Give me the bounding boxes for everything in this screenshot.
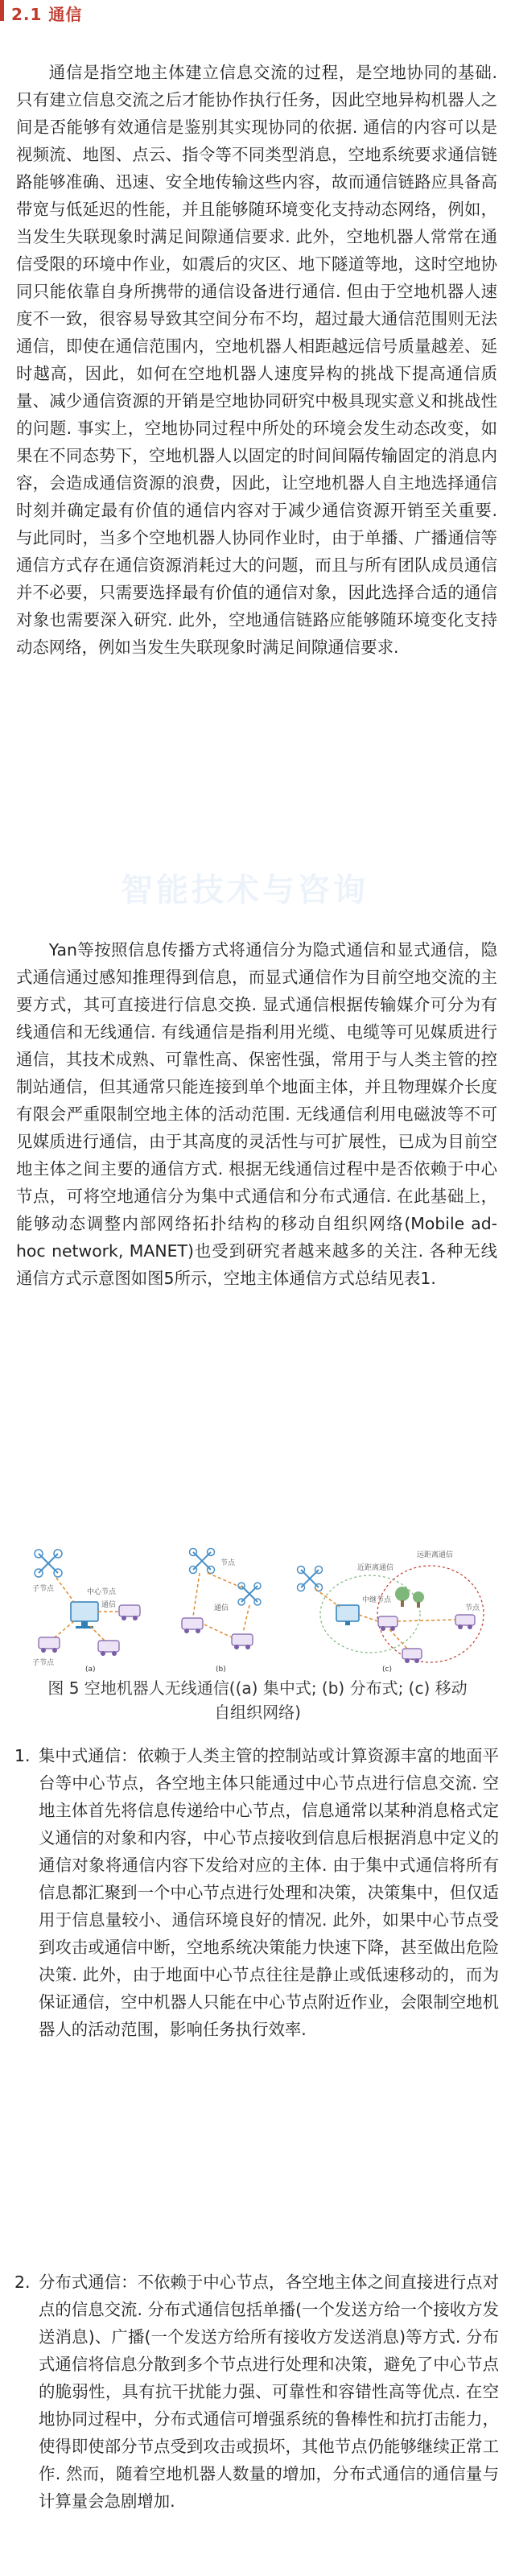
list-item-distributed bbox=[14, 2268, 499, 2515]
label-center-node: 中心节点 bbox=[87, 1588, 117, 1596]
robot-car-icon bbox=[119, 1605, 140, 1620]
robot-car-icon bbox=[232, 1634, 253, 1649]
drone-icon bbox=[35, 1550, 62, 1577]
drone-icon bbox=[298, 1567, 323, 1591]
drone-icon bbox=[190, 1549, 215, 1574]
robot-car-icon bbox=[378, 1616, 398, 1631]
label-far-comm: 远距离通信 bbox=[417, 1551, 454, 1559]
section-header bbox=[0, 0, 515, 24]
robot-car-icon bbox=[455, 1615, 475, 1629]
label-relay-node: 中继节点 bbox=[362, 1596, 392, 1604]
label-child-node: 子节点 bbox=[32, 1585, 55, 1593]
figure-wireless-communication bbox=[24, 1538, 491, 1674]
list-number: 2. bbox=[14, 2273, 31, 2292]
monitor-icon bbox=[71, 1602, 98, 1629]
paragraph-communication-types: Yan等按照信息传播方式将通信分为隐式通信和显式通信，隐式通信通过感知推理得到信息，而显式通信作为目前空地交流的主要方式，其可直接进行信息交换. 显式通信根据传输媒介可分为有线通信和无线通信. 有线通信是指利用光缆、电缆等可见媒质进行通信，其技术成熟、可靠性高、保密性强，常用于与人类主管的控制站通信，但其通常只能连接到单个地面主体，并且物理媒介长度有限会严重限制空地主体的活动范围. 无线通信利用电磁波等不可见媒质进行通信，由于其高度的灵活性与可扩展性，已成为目前空地主体之间主要的通信方式. 根据无线通信过程中是否依赖于中心节点，可将空地通信分为集中式通信和分布式通信. 在此基础上，能够动态调整内部网络拓扑结构的移动自组织网络(Mobile ad-hoc network, MANET)也受到研究者越来越多的关注. 各种无线通信方式示意图如图5所示，空地主体通信方式总结见表1. bbox=[16, 940, 497, 1288]
paragraph-communication-intro: 通信是指空地主体建立信息交流的过程，是空地协同的基础. 只有建立信息交流之后才能协作执行任务，因此空地异构机器人之间是否能够有效通信是鉴别其实现协同的依据. 通信的内容可以是视频流、地图、点云、指令等不同类型消息，空地系统要求通信链路能够准确、迅速、安全地传输这些内容，故而通信链路应具备高带宽与低延迟的性能，并且能够随环境变化支持动态网络，例如，当发生失联现象时满足间隙通信要求. 此外，空地机器人常常在通信受限的环境中作业，如震后的灾区、地下隧道等地，这时空地协同只能依靠自身所携带的通信设备进行通信. 但由于空地机器人速度不一致，很容易导致其空间分布不均，超过最大通信范围则无法通信，即使在通信范围内，空地机器人相距越远信号质量越差、延时越高，因此，如何在空地机器人速度异构的挑战下提高通信质量、减少通信资源的开销是空地协同研究中极具现实意义和挑战性的问题. 事实上，空地协同过程中所处的环境会发生动态改变，如果在不同态势下，空地机器人以固定的时间间隔传输固定的消息内容，会造成通信资源的浪费，因此，让空地机器人自主地选择通信时刻并确定最有价值的通信内容对于减少通信资源开销至关重要. 与此同时，当多个空地机器人协同作业时，由于单播、广播通信等通信方式存在通信资源消耗过大的问题，而且与所有团队成员通信并不必要，只需要选择最有价值的通信对象，因此选择合适的通信对象也需要深入研究. 此外，空地通信链路应能够随环境变化支持动态网络，例如当发生失联现象时满足间隙通信要求. bbox=[16, 63, 497, 657]
monitor-icon bbox=[336, 1605, 359, 1625]
drone-icon bbox=[238, 1583, 261, 1605]
robot-car-icon bbox=[98, 1641, 119, 1656]
section-marker bbox=[0, 0, 4, 21]
subfigure-label-a: (a) bbox=[85, 1666, 96, 1674]
robot-car-icon bbox=[402, 1649, 422, 1663]
label-node-c: 节点 bbox=[465, 1604, 480, 1612]
panel-manet bbox=[298, 1550, 484, 1674]
label-comm-a: 通信 bbox=[101, 1601, 117, 1609]
label-node-b: 节点 bbox=[220, 1559, 236, 1567]
list-item-text: 分布式通信：不依赖于中心节点，各空地主体之间直接进行点对点的信息交流. 分布式通信包括单播(一个发送方给一个接收方发送消息)、广播(一个发送方给所有接收方发送消息)等方式. 分布式通信将信息分散到多个节点进行处理和决策，避免了中心节点的脆弱性，具有抗干扰能力强、可靠性和容错性高等优点. 在空地协同过程中，分布式通信可增强系统的鲁棒性和抗打击能力，使得即使部分节点受到攻击或损坏，其他节点仍能够继续正常工作. 然而，随着空地机器人数量的增加，分布式通信的通信量与计算量会急剧增加. bbox=[39, 2273, 499, 2511]
watermark: 智能技术与咨询 bbox=[121, 872, 369, 909]
subfigure-label-c: (c) bbox=[382, 1666, 392, 1674]
section-title: 2.1 通信 bbox=[11, 5, 83, 24]
robot-car-icon bbox=[39, 1637, 60, 1653]
list-number: 1. bbox=[14, 1746, 31, 1765]
subfigure-label-b: (b) bbox=[216, 1666, 226, 1674]
list-item-text: 集中式通信：依赖于人类主管的控制站或计算资源丰富的地面平台等中心节点，各空地主体只能通过中心节点进行信息交流. 空地主体首先将信息传递给中心节点，信息通常以某种消息格式定义通信的对象和内容，中心节点接收到信息后根据消息中定义的通信对象将通信内容下发给对应的主体. 由于集中式通信将所有信息都汇聚到一个中心节点进行处理和决策，决策集中，但仅适用于信息量较小、通信环境良好的情况. 此外，如果中心节点受到攻击或通信中断，空地系统决策能力快速下降，甚至做出危险决策. 此外，由于地面中心节点往往是静止或低速移动的，而为保证通信，空中机器人只能在中心节点附近作业，会限制空地机器人的活动范围，影响任务执行效率. bbox=[39, 1746, 499, 2039]
panel-centralized bbox=[32, 1550, 140, 1674]
label-child-node: 子节点 bbox=[32, 1659, 55, 1667]
figure-diagram bbox=[24, 1538, 491, 1674]
figure-caption: 图 5 空地机器人无线通信((a) 集中式; (b) 分布式; (c) 移动自组织网络) bbox=[47, 1678, 468, 1722]
panel-distributed bbox=[182, 1549, 261, 1674]
label-near-comm: 近距离通信 bbox=[357, 1564, 394, 1572]
robot-car-icon bbox=[182, 1618, 203, 1633]
list-item-centralized bbox=[14, 1742, 499, 2043]
label-comm-b: 通信 bbox=[214, 1604, 229, 1612]
